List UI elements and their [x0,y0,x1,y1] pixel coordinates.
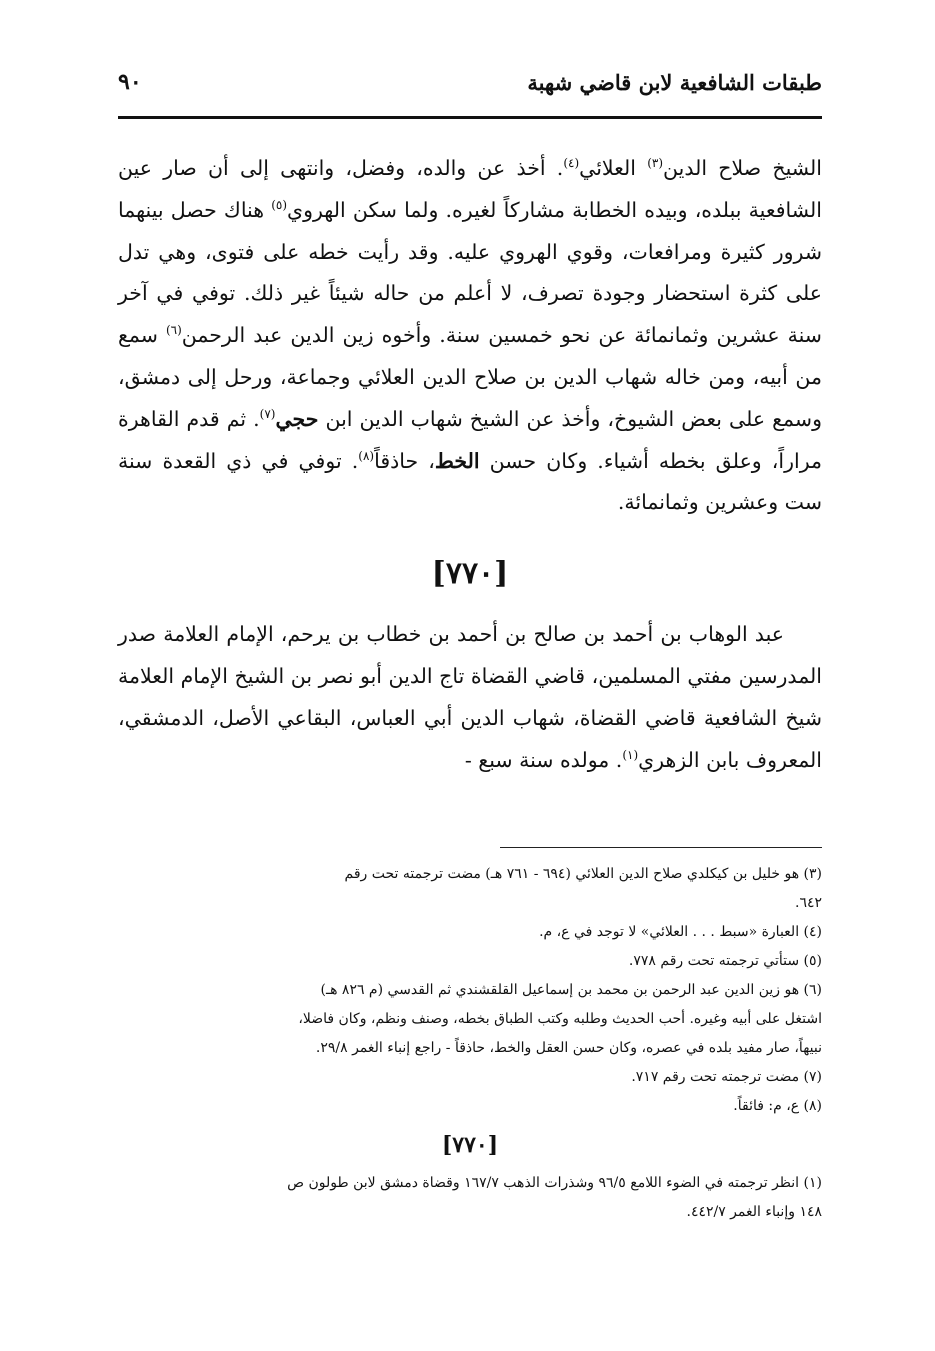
footnote-6-cont: نبيهاً، صار مفيد بلده في عصره، وكان حسن العقل والخط، حاذقاً - راجع إنباء الغمر ٢٩/٨. [315,1040,822,1056]
page-number: ٩٠ [118,69,142,95]
footnote-4: (٤) العبارة «سبط . . . العلائي» لا توجد في ع، م. [539,924,822,940]
text-run: الشيخ صلاح الدين [663,156,822,180]
footnote-3: (٣) هو خليل بن كيكلدي صلاح الدين العلائي (٦٩٤ - ٧٦١ هـ) مضت ترجمته تحت رقم [344,866,822,882]
footnote-section-heading: [٧٧٠] [441,1132,499,1158]
text-run: هناك حصل بينهما شرور كثيرة ومرافعات، وقوي الهروي عليه. وقد رأيت خطه على فتوى، وهي تدل على كثرة استحضار وجودة تصرف، لا أعلم من حاله شيئاً غير ذلك. توفي في آخر سنة عشرين وثمانمائة عن نحو خمسين سنة. وأخوه زين الدين عبد الرحمن [118,197,822,348]
paragraph-entry [118,614,822,781]
footnote-ref[interactable]: (٣) [647,156,664,171]
text-run: العلائي [579,156,648,180]
text-run: . ثم قدم القاهرة مراراً، وعلق بخطه أشياء. وكان حسن [118,406,822,473]
footnote-1-cont: ١٤٨ وإنباء الغمر ٤٤٢/٧. [686,1204,822,1220]
paragraph-continued [118,148,822,524]
footnote-separator [500,847,822,848]
text-run: . أخذ عن والده، وفضل، وانتهى إلى أن صار عين الشافعية ببلده، وبيده الخطابة مشاركاً لغيره. ولما سكن الهروي [118,156,822,222]
footnote-ref[interactable]: (٧) [259,406,276,421]
text-run: . توفي في ذي القعدة سنة ست وعشرين وثمانمائة. [118,448,822,515]
text-run: . مولده سنة سبع - [464,747,623,772]
text-run: ، حاذقاً [374,448,435,473]
footnotes [118,860,822,1227]
footnote-ref[interactable]: (٨) [358,448,375,463]
footnote-ref[interactable]: (٥) [271,197,288,212]
footnote-3-cont: ٦٤٢. [794,895,822,911]
book-title: طبقات الشافعية لابن قاضي شهبة [527,69,822,95]
footnote-ref[interactable]: (٦) [165,323,182,338]
footnote-ref[interactable]: (٤) [563,156,580,171]
running-header [118,62,822,102]
footnote-5: (٥) ستأتي ترجمته تحت رقم ٧٧٨. [628,953,822,969]
footnote-6: (٦) هو زين الدين عبد الرحمن بن محمد بن إسماعيل القلقشندي ثم القدسي (م ٨٢٦ هـ) [320,982,822,998]
text-run: عبد الوهاب بن أحمد بن صالح بن أحمد بن خطاب بن يرحم، الإمام العلامة صدر المدرسين مفتي المسلمين، قاضي القضاة تاج الدين أبو نصر بن الشيخ الإمام العلامة شيخ الشافعية قاضي القضاة، شهاب الدين أبي العباس، البقاعي الأصل، الدمشقي، المعروف بابن الزهري [118,622,822,772]
bold-name: حجي [275,406,319,431]
footnote-1: (١) انظر ترجمته في الضوء اللامع ٩٦/٥ وشذرات الذهب ١٦٧/٧ وقضاة دمشق لابن طولون ص [287,1175,822,1191]
footnote-ref[interactable]: (١) [622,747,639,762]
text-run: سمع من أبيه، ومن خاله شهاب الدين بن صلاح الدين العلائي وجماعة، ورحل إلى دمشق، وسمع على بعض الشيوخ، وأخذ عن الشيخ شهاب الدين ابن [118,323,822,431]
main-text [118,148,822,781]
footnote-7: (٧) مضت ترجمته تحت رقم ٧١٧. [631,1069,822,1085]
bold-word: الخط [434,448,480,473]
header-rule [118,116,822,119]
footnote-6-cont: اشتغل على أبيه وغيره. أحب الحديث وطلبه وكتب الطباق بخطه، وصنف ونظم، وكان فاضلا، [298,1011,822,1027]
entry-number-heading: [٧٧٠] [431,556,509,592]
footnote-8: (٨) ع، م: فائقاً. [733,1098,822,1114]
